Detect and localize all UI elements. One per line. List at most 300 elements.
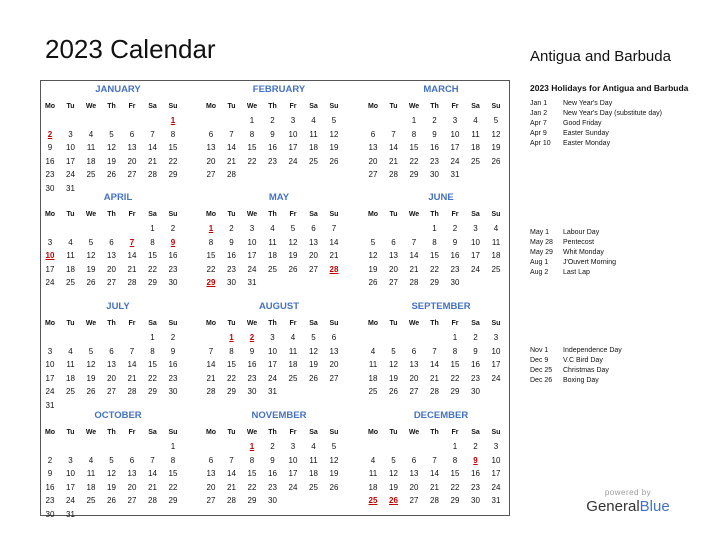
day-cell: 2 — [270, 116, 275, 125]
day-cell: 9 — [473, 346, 478, 356]
weekday-header: We — [408, 320, 420, 327]
day-cell: 13 — [107, 360, 116, 369]
holiday-row — [530, 268, 690, 278]
day-cell: 24 — [288, 156, 298, 166]
day-cell: 27 — [309, 264, 318, 274]
weekday-header: Su — [329, 211, 339, 218]
day-cell: 28 — [127, 278, 137, 287]
day-cell: 11 — [491, 237, 501, 247]
day-cell: 11 — [86, 469, 96, 478]
day-cell: 3 — [473, 224, 478, 233]
day-cell: 31 — [247, 278, 257, 287]
day-cell: 27 — [206, 170, 216, 179]
holiday-date: May 29 — [530, 249, 553, 256]
holiday-group — [530, 99, 690, 149]
weekday-header: Su — [329, 320, 339, 327]
day-cell: 7 — [331, 224, 337, 233]
holiday-day-cell: 25 — [368, 496, 378, 505]
day-cell: 28 — [430, 496, 439, 505]
day-cell: 6 — [208, 455, 214, 465]
day-cell: 22 — [148, 373, 157, 383]
day-cell: 17 — [45, 373, 55, 383]
weekday-header: Sa — [471, 429, 480, 436]
day-cell: 6 — [411, 455, 417, 465]
day-cell: 18 — [368, 482, 378, 492]
day-cell: 25 — [288, 373, 298, 383]
day-cell: 27 — [409, 387, 419, 396]
day-cell: 10 — [247, 237, 257, 247]
day-cell: 21 — [409, 264, 419, 274]
day-cell: 4 — [493, 224, 499, 233]
day-cell: 23 — [471, 373, 480, 383]
day-cell: 5 — [109, 129, 114, 139]
day-cell: 21 — [430, 373, 439, 383]
day-cell: 7 — [150, 129, 155, 139]
day-cell: 11 — [268, 237, 277, 247]
day-cell: 16 — [247, 360, 257, 369]
day-cell: 11 — [309, 455, 318, 465]
day-cell: 7 — [229, 455, 234, 465]
day-cell: 5 — [370, 237, 376, 247]
day-cell: 24 — [268, 373, 277, 383]
weekday-header: Th — [107, 320, 116, 327]
day-cell: 24 — [491, 373, 501, 383]
day-cell: 29 — [148, 387, 157, 396]
holiday-name: V.C Bird Day — [563, 357, 603, 364]
weekday-header: Su — [329, 429, 339, 436]
day-cell: 11 — [66, 251, 75, 260]
weekday-header: We — [246, 320, 258, 327]
day-cell: 30 — [45, 183, 55, 193]
day-cell: 12 — [329, 129, 339, 139]
month-name: JUNE — [428, 192, 454, 203]
weekday-header: Sa — [148, 320, 157, 327]
holiday-name: Easter Sunday — [563, 130, 609, 137]
country-name: Antigua and Barbuda — [530, 48, 671, 65]
day-cell: 28 — [389, 170, 398, 179]
day-cell: 28 — [148, 170, 157, 179]
day-cell: 20 — [107, 264, 116, 274]
day-cell: 9 — [170, 346, 176, 356]
holiday-row — [530, 139, 690, 149]
weekday-header: Fr — [128, 429, 136, 436]
holiday-date: May 1 — [530, 229, 550, 236]
weekday-header: Mo — [44, 320, 56, 327]
day-cell: 16 — [471, 360, 480, 369]
day-cell: 31 — [450, 170, 460, 179]
day-cell: 6 — [370, 129, 376, 139]
weekday-header: Fr — [289, 103, 297, 110]
day-cell: 3 — [290, 116, 296, 125]
day-cell: 6 — [311, 224, 316, 233]
day-cell: 5 — [290, 224, 296, 233]
day-cell: 15 — [227, 360, 236, 369]
day-cell: 29 — [168, 170, 178, 179]
day-cell: 14 — [430, 360, 439, 369]
day-cell: 21 — [127, 264, 137, 274]
day-cell: 22 — [247, 156, 257, 166]
weekday-header: Mo — [367, 320, 379, 327]
day-cell: 8 — [170, 129, 176, 139]
day-cell: 22 — [247, 482, 257, 492]
holiday-name: Independence Day — [563, 347, 622, 354]
day-cell: 5 — [391, 455, 396, 465]
day-cell: 31 — [491, 496, 501, 505]
weekday-header: Tu — [66, 429, 75, 436]
day-cell: 14 — [329, 237, 339, 247]
day-cell: 9 — [432, 129, 437, 139]
day-cell: 20 — [127, 482, 137, 492]
brand-general: General — [586, 498, 640, 515]
weekday-header: Tu — [227, 103, 236, 110]
day-cell: 18 — [86, 156, 96, 166]
holiday-name: Easter Monday — [563, 140, 611, 147]
day-cell: 25 — [66, 278, 75, 287]
day-cell: 4 — [88, 455, 94, 465]
weekday-header: Tu — [227, 320, 236, 327]
day-cell: 19 — [107, 156, 116, 166]
weekday-header: Sa — [471, 211, 480, 218]
day-cell: 2 — [473, 442, 478, 451]
weekday-header: We — [408, 211, 420, 218]
weekday-header: Th — [430, 211, 439, 218]
day-cell: 10 — [471, 237, 480, 247]
day-cell: 10 — [66, 143, 75, 152]
day-cell: 22 — [227, 373, 236, 383]
day-cell: 6 — [109, 346, 114, 356]
day-cell: 13 — [368, 143, 378, 152]
day-cell: 23 — [168, 264, 178, 274]
weekday-header: Tu — [227, 429, 236, 436]
day-cell: 8 — [229, 346, 234, 356]
day-cell: 6 — [411, 346, 417, 356]
day-cell: 11 — [86, 143, 96, 152]
month-name: JULY — [106, 301, 130, 312]
day-cell: 31 — [268, 387, 277, 396]
day-cell: 6 — [129, 455, 135, 465]
weekday-header: Th — [430, 320, 439, 327]
day-cell: 9 — [270, 455, 275, 465]
holiday-row — [530, 109, 690, 119]
holiday-row — [530, 99, 690, 109]
day-cell: 23 — [471, 482, 480, 492]
holiday-day-cell: 9 — [170, 237, 176, 247]
day-cell: 7 — [229, 129, 234, 139]
day-cell: 18 — [309, 469, 318, 478]
day-cell: 28 — [227, 170, 236, 179]
day-cell: 18 — [491, 251, 501, 260]
weekday-header: Su — [491, 429, 501, 436]
day-cell: 4 — [370, 455, 376, 465]
day-cell: 20 — [329, 360, 339, 369]
day-cell: 16 — [168, 360, 178, 369]
month-name: DECEMBER — [413, 410, 469, 421]
weekday-header: We — [246, 103, 258, 110]
day-cell: 1 — [150, 333, 155, 342]
day-cell: 4 — [290, 333, 296, 342]
holiday-date: Aug 2 — [530, 269, 549, 276]
day-cell: 30 — [471, 496, 480, 505]
day-cell: 15 — [148, 360, 157, 369]
day-cell: 31 — [66, 509, 75, 519]
day-cell: 4 — [68, 346, 73, 356]
day-cell: 25 — [268, 264, 277, 274]
day-cell: 19 — [491, 143, 501, 152]
day-cell: 17 — [491, 360, 501, 369]
day-cell: 30 — [227, 278, 236, 287]
day-cell: 13 — [127, 469, 137, 478]
day-cell: 20 — [127, 156, 137, 166]
holiday-day-cell: 2 — [249, 333, 255, 342]
day-cell: 9 — [47, 469, 53, 478]
day-cell: 12 — [491, 129, 501, 139]
weekday-header: Th — [268, 429, 277, 436]
day-cell: 26 — [86, 387, 96, 396]
weekday-header: Sa — [309, 103, 318, 110]
day-cell: 26 — [329, 156, 339, 166]
weekday-header: We — [246, 429, 258, 436]
day-cell: 3 — [493, 333, 499, 342]
holiday-row — [530, 228, 690, 238]
holiday-day-cell: 1 — [170, 116, 176, 125]
holiday-name: Whit Monday — [563, 249, 604, 256]
weekday-header: Fr — [128, 320, 136, 327]
day-cell: 14 — [430, 469, 439, 478]
day-cell: 3 — [290, 442, 296, 451]
day-cell: 9 — [452, 237, 458, 247]
weekday-header: Tu — [389, 211, 398, 218]
day-cell: 8 — [452, 346, 458, 356]
day-cell: 18 — [309, 143, 318, 152]
holiday-date: Dec 9 — [530, 357, 549, 364]
day-cell: 3 — [493, 442, 499, 451]
day-cell: 12 — [389, 360, 398, 369]
day-cell: 7 — [411, 237, 417, 247]
day-cell: 1 — [150, 224, 155, 233]
day-cell: 25 — [86, 170, 96, 179]
day-cell: 13 — [309, 237, 318, 247]
day-cell: 1 — [452, 442, 458, 451]
holiday-date: Jan 2 — [530, 110, 548, 117]
holiday-row — [530, 238, 690, 248]
day-cell: 28 — [206, 387, 216, 396]
day-cell: 11 — [368, 360, 378, 369]
day-cell: 1 — [249, 116, 255, 125]
day-cell: 24 — [450, 156, 460, 166]
brand-logo — [578, 488, 678, 515]
day-cell: 27 — [368, 170, 378, 179]
day-cell: 14 — [389, 143, 398, 152]
day-cell: 20 — [409, 482, 419, 492]
day-cell: 2 — [473, 333, 478, 342]
holiday-name: Labour Day — [563, 229, 600, 236]
day-cell: 28 — [430, 387, 439, 396]
day-cell: 4 — [370, 346, 376, 356]
day-cell: 11 — [309, 129, 318, 139]
holiday-day-cell: 26 — [389, 496, 398, 505]
day-cell: 3 — [452, 116, 458, 125]
day-cell: 13 — [409, 360, 419, 369]
day-cell: 24 — [491, 482, 501, 492]
day-cell: 20 — [389, 264, 398, 274]
day-cell: 26 — [491, 156, 501, 166]
day-cell: 26 — [329, 482, 339, 492]
day-cell: 10 — [45, 360, 55, 369]
day-cell: 12 — [86, 251, 96, 260]
holiday-date: Apr 9 — [530, 130, 547, 137]
day-cell: 5 — [311, 333, 316, 342]
weekday-header: Tu — [389, 103, 398, 110]
day-cell: 23 — [45, 170, 55, 179]
day-cell: 7 — [129, 346, 135, 356]
day-cell: 22 — [148, 264, 157, 274]
day-cell: 17 — [45, 264, 55, 274]
day-cell: 19 — [288, 251, 298, 260]
day-cell: 13 — [409, 469, 419, 478]
weekday-header: Su — [329, 103, 339, 110]
day-cell: 7 — [432, 346, 437, 356]
holiday-day-cell: 2 — [47, 129, 53, 139]
weekday-header: Su — [168, 429, 178, 436]
holiday-name: Boxing Day — [563, 377, 599, 384]
day-cell: 3 — [270, 333, 275, 342]
day-cell: 11 — [288, 346, 298, 356]
day-cell: 23 — [268, 482, 277, 492]
day-cell: 20 — [309, 251, 318, 260]
weekday-header: Th — [430, 103, 439, 110]
day-cell: 4 — [311, 442, 316, 451]
day-cell: 26 — [288, 264, 298, 274]
day-cell: 30 — [168, 278, 178, 287]
day-cell: 7 — [391, 129, 396, 139]
day-cell: 12 — [389, 469, 398, 478]
day-cell: 22 — [450, 373, 460, 383]
weekday-header: We — [85, 429, 97, 436]
day-cell: 18 — [66, 373, 75, 383]
weekday-header: Th — [268, 211, 277, 218]
day-cell: 22 — [409, 156, 419, 166]
day-cell: 14 — [409, 251, 419, 260]
weekday-header: Tu — [66, 103, 75, 110]
day-cell: 17 — [450, 143, 460, 152]
weekday-header: Su — [491, 211, 501, 218]
weekday-header: Mo — [205, 429, 217, 436]
day-cell: 18 — [471, 143, 480, 152]
day-cell: 11 — [471, 129, 480, 139]
day-cell: 23 — [227, 264, 236, 274]
weekday-header: Fr — [451, 320, 459, 327]
day-cell: 22 — [168, 482, 178, 492]
day-cell: 20 — [368, 156, 378, 166]
day-cell: 20 — [206, 482, 216, 492]
day-cell: 1 — [170, 442, 176, 451]
day-cell: 7 — [208, 346, 214, 356]
day-cell: 21 — [430, 482, 439, 492]
month-name: APRIL — [103, 192, 133, 203]
day-cell: 4 — [68, 237, 73, 247]
day-cell: 7 — [150, 455, 155, 465]
day-cell: 29 — [450, 387, 460, 396]
holiday-name: New Year's Day — [563, 100, 613, 107]
day-cell: 28 — [409, 278, 419, 287]
weekday-header: Th — [268, 103, 277, 110]
day-cell: 22 — [430, 264, 439, 274]
weekday-header: Mo — [44, 103, 56, 110]
weekday-header: Th — [268, 320, 277, 327]
day-cell: 24 — [66, 170, 75, 179]
month-name: SEPTEMBER — [411, 301, 471, 312]
holiday-row — [530, 119, 690, 129]
day-cell: 2 — [47, 455, 53, 465]
day-cell: 30 — [168, 387, 178, 396]
day-cell: 16 — [268, 143, 277, 152]
day-cell: 19 — [86, 373, 96, 383]
weekday-header: Fr — [451, 103, 459, 110]
day-cell: 3 — [68, 129, 73, 139]
day-cell: 24 — [66, 496, 75, 505]
day-cell: 2 — [452, 224, 458, 233]
day-cell: 17 — [247, 251, 257, 260]
day-cell: 12 — [309, 346, 318, 356]
day-cell: 20 — [107, 373, 116, 383]
holiday-day-cell: 29 — [206, 278, 216, 287]
day-cell: 15 — [450, 469, 460, 478]
day-cell: 18 — [288, 360, 298, 369]
day-cell: 12 — [86, 360, 96, 369]
holiday-group — [530, 346, 690, 386]
day-cell: 16 — [227, 251, 236, 260]
day-cell: 13 — [389, 251, 398, 260]
day-cell: 12 — [329, 455, 339, 465]
day-cell: 22 — [168, 156, 178, 166]
day-cell: 6 — [208, 129, 214, 139]
day-cell: 10 — [450, 129, 460, 139]
weekday-header: Fr — [451, 211, 459, 218]
day-cell: 30 — [471, 387, 480, 396]
weekday-header: Th — [107, 429, 116, 436]
holiday-row — [530, 366, 690, 376]
day-cell: 5 — [109, 455, 114, 465]
day-cell: 9 — [270, 129, 275, 139]
holiday-name: Pentecost — [563, 239, 595, 246]
day-cell: 14 — [227, 469, 236, 478]
day-cell: 30 — [430, 170, 439, 179]
day-cell: 28 — [148, 496, 157, 505]
weekday-header: Sa — [309, 429, 318, 436]
month-name: AUGUST — [258, 301, 300, 312]
day-cell: 6 — [331, 333, 337, 342]
day-cell: 29 — [148, 278, 157, 287]
day-cell: 17 — [288, 469, 298, 478]
weekday-header: Sa — [148, 429, 157, 436]
weekday-header: Fr — [289, 211, 297, 218]
day-cell: 22 — [206, 264, 216, 274]
day-cell: 10 — [491, 346, 501, 356]
day-cell: 19 — [86, 264, 96, 274]
day-cell: 27 — [107, 278, 116, 287]
day-cell: 20 — [206, 156, 216, 166]
day-cell: 6 — [129, 129, 135, 139]
day-cell: 29 — [450, 496, 460, 505]
weekday-header: Su — [168, 211, 178, 218]
weekday-header: Mo — [205, 211, 217, 218]
day-cell: 25 — [471, 156, 480, 166]
day-cell: 27 — [329, 373, 339, 383]
holiday-row — [530, 346, 690, 356]
day-cell: 5 — [88, 346, 94, 356]
weekday-header: Sa — [309, 211, 318, 218]
month-name: FEBRUARY — [252, 84, 306, 95]
